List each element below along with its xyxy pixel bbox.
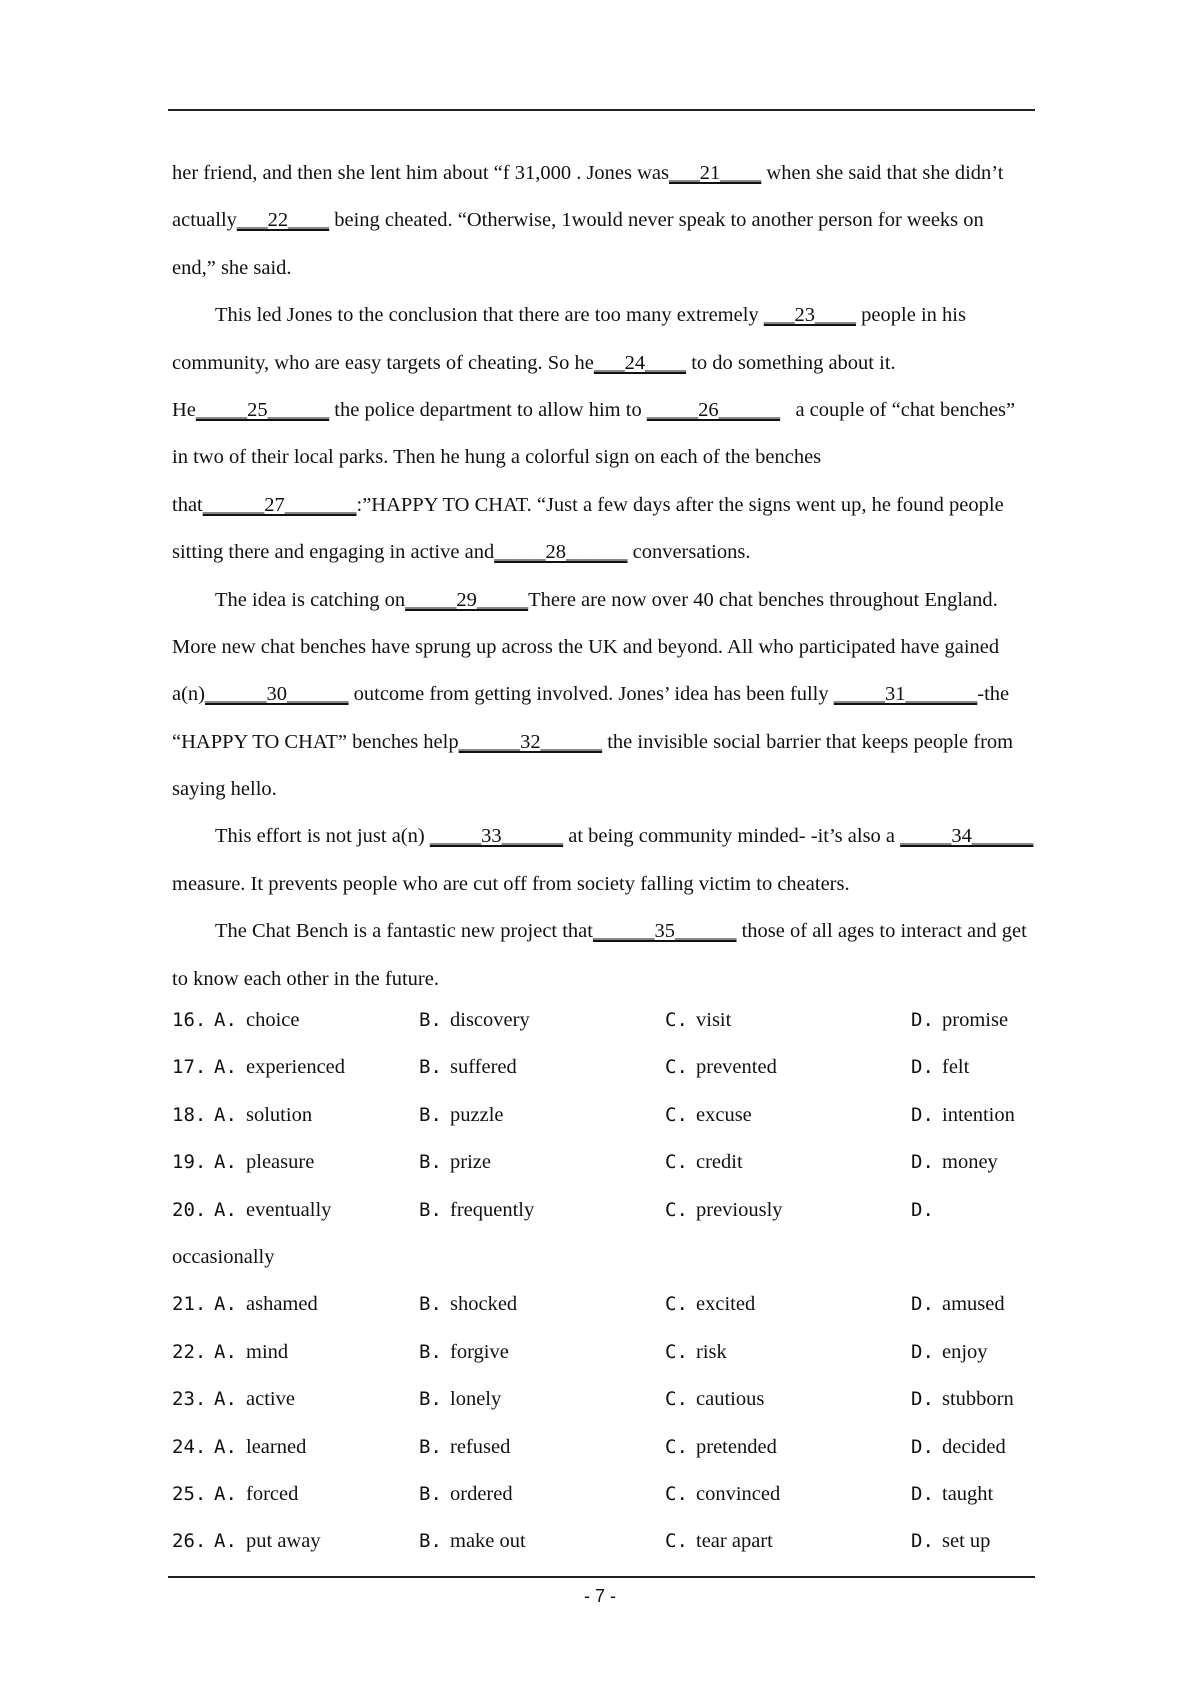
option-letter-b: B. bbox=[419, 1151, 442, 1174]
option-letter-a: A. bbox=[214, 1056, 237, 1079]
passage-line bbox=[172, 292, 1035, 339]
passage-text: that bbox=[172, 493, 203, 516]
passage-text: measure. It prevents people who are cut off from society falling victim to cheaters. bbox=[172, 872, 850, 895]
option-b: lonely bbox=[450, 1388, 502, 1411]
option-letter-a: A. bbox=[214, 1388, 237, 1411]
passage-text: There are now over 40 chat benches throughout England. bbox=[528, 588, 998, 611]
option-letter-c: C. bbox=[665, 1151, 688, 1174]
question-row bbox=[172, 1329, 1035, 1376]
option-letter-c: C. bbox=[665, 1340, 688, 1363]
passage-text: people in his bbox=[856, 304, 966, 327]
option-letter-d: D. bbox=[911, 1530, 934, 1553]
blank-31: _____31_______ bbox=[833, 683, 978, 706]
blank-26: _____26______ bbox=[646, 398, 781, 421]
passage-text: a(n) bbox=[172, 683, 206, 706]
option-d: decided bbox=[942, 1435, 1006, 1458]
option-letter-c: C. bbox=[665, 1293, 688, 1316]
option-c: convinced bbox=[696, 1482, 781, 1505]
option-letter-c: C. bbox=[665, 1482, 688, 1505]
option-letter-d: D. bbox=[911, 1435, 934, 1458]
question-row bbox=[172, 1376, 1035, 1423]
option-b: prize bbox=[450, 1151, 491, 1174]
option-b: discovery bbox=[450, 1009, 530, 1031]
option-letter-a: A. bbox=[214, 1198, 237, 1221]
option-a: solution bbox=[246, 1103, 313, 1126]
blank-25: _____25______ bbox=[195, 398, 330, 421]
option-letter-b: B. bbox=[419, 1388, 442, 1411]
passage-line bbox=[172, 434, 1035, 481]
option-a: ashamed bbox=[246, 1293, 318, 1316]
passage-line bbox=[172, 482, 1035, 529]
question-row bbox=[172, 1139, 1035, 1186]
option-c: previously bbox=[696, 1198, 783, 1221]
question-row bbox=[172, 1281, 1035, 1328]
option-c: prevented bbox=[696, 1056, 777, 1079]
option-d: enjoy bbox=[942, 1340, 988, 1363]
option-letter-d: D. bbox=[911, 1388, 934, 1411]
answer-options-list bbox=[172, 997, 1035, 1566]
option-a: choice bbox=[246, 1009, 300, 1031]
option-letter-b: B. bbox=[419, 1293, 442, 1316]
passage-text: sitting there and engaging in active and bbox=[172, 541, 495, 564]
option-letter-d: D. bbox=[911, 1482, 934, 1505]
option-a: pleasure bbox=[246, 1151, 315, 1174]
option-letter-c: C. bbox=[665, 1198, 688, 1221]
passage-text: end,” she said. bbox=[172, 256, 292, 279]
passage-line bbox=[172, 719, 1035, 766]
question-row bbox=[172, 1187, 1035, 1234]
passage-text: when she said that she didn’t bbox=[761, 162, 1004, 184]
passage-text: outcome from getting involved. Jones’ idea has been fully bbox=[348, 683, 834, 706]
option-c: pretended bbox=[696, 1435, 777, 1458]
passage-text: a couple of “chat benches” bbox=[780, 398, 1016, 421]
option-letter-c: C. bbox=[665, 1056, 688, 1079]
option-letter-b: B. bbox=[419, 1530, 442, 1553]
option-d-wrapped: occasionally bbox=[172, 1245, 275, 1268]
passage-line bbox=[172, 766, 1035, 813]
passage-text: The idea is catching on bbox=[215, 588, 406, 611]
passage-text: He bbox=[172, 398, 196, 421]
passage-line bbox=[172, 387, 1035, 434]
page-number: - 7 - bbox=[583, 1586, 616, 1606]
passage-text: saying hello. bbox=[172, 778, 277, 801]
passage-text: the invisible social barrier that keeps people from bbox=[602, 730, 1014, 753]
passage-text: The Chat Bench is a fantastic new project that bbox=[215, 920, 593, 943]
footer-rule bbox=[168, 1576, 1035, 1578]
blank-32: ______32______ bbox=[458, 730, 603, 753]
blank-35: ______35______ bbox=[592, 920, 737, 943]
passage-text: “HAPPY TO CHAT” benches help bbox=[172, 730, 459, 753]
option-b: ordered bbox=[450, 1482, 513, 1505]
blank-33: _____33______ bbox=[429, 825, 564, 848]
blank-22: ___22____ bbox=[236, 209, 330, 232]
option-c: excuse bbox=[696, 1103, 752, 1126]
option-a: learned bbox=[246, 1435, 307, 1458]
option-letter-c: C. bbox=[665, 1530, 688, 1553]
blank-30: ______30______ bbox=[205, 683, 349, 706]
passage-text: to know each other in the future. bbox=[172, 967, 439, 990]
option-c: visit bbox=[696, 1009, 732, 1031]
option-letter-c: C. bbox=[665, 1388, 688, 1411]
blank-28: _____28______ bbox=[494, 541, 628, 564]
question-number: 20. bbox=[172, 1198, 207, 1221]
option-letter-d: D. bbox=[911, 1103, 934, 1126]
passage-line bbox=[172, 624, 1035, 671]
option-letter-b: B. bbox=[419, 1340, 442, 1363]
question-row bbox=[172, 997, 1035, 1044]
option-c: tear apart bbox=[696, 1530, 773, 1553]
passage-line bbox=[172, 908, 1035, 955]
option-a: eventually bbox=[246, 1198, 332, 1221]
option-letter-d: D. bbox=[911, 1009, 934, 1031]
passage-line bbox=[172, 813, 1035, 860]
passage-line bbox=[172, 529, 1035, 576]
option-c: excited bbox=[696, 1293, 756, 1316]
blank-27: ______27_______ bbox=[202, 493, 357, 516]
header-rule bbox=[168, 109, 1035, 111]
passage-line bbox=[172, 671, 1035, 718]
option-d: amused bbox=[942, 1293, 1005, 1316]
option-d: taught bbox=[942, 1482, 994, 1505]
option-letter-a: A. bbox=[214, 1482, 237, 1505]
option-d: felt bbox=[942, 1056, 970, 1079]
option-d: intention bbox=[942, 1103, 1015, 1126]
passage-line bbox=[172, 956, 1035, 1003]
option-letter-d: D. bbox=[911, 1151, 934, 1174]
option-d: money bbox=[942, 1151, 998, 1174]
cloze-passage bbox=[172, 150, 1035, 1003]
passage-text: being cheated. “Otherwise, 1would never speak to another person for weeks on bbox=[329, 209, 984, 232]
question-number: 24. bbox=[172, 1435, 207, 1458]
passage-text: to do something about it. bbox=[686, 351, 896, 374]
option-letter-a: A. bbox=[214, 1103, 237, 1126]
passage-line bbox=[172, 150, 1035, 197]
blank-34: _____34______ bbox=[900, 825, 1034, 848]
option-letter-d: D. bbox=[911, 1293, 934, 1316]
option-a: active bbox=[246, 1388, 295, 1411]
option-letter-a: A. bbox=[214, 1293, 237, 1316]
option-letter-b: B. bbox=[419, 1103, 442, 1126]
option-a: put away bbox=[246, 1530, 321, 1553]
option-letter-d: D. bbox=[911, 1056, 934, 1079]
option-c: cautious bbox=[696, 1388, 765, 1411]
passage-line bbox=[172, 340, 1035, 387]
option-letter-a: A. bbox=[214, 1151, 237, 1174]
passage-text: conversations. bbox=[627, 541, 751, 564]
option-b: shocked bbox=[450, 1293, 518, 1316]
option-b: refused bbox=[450, 1435, 511, 1458]
option-letter-c: C. bbox=[665, 1103, 688, 1126]
question-row bbox=[172, 1518, 1035, 1565]
question-number: 22. bbox=[172, 1340, 207, 1363]
blank-23: ___23____ bbox=[763, 304, 857, 327]
passage-line bbox=[172, 861, 1035, 908]
passage-text: -the bbox=[977, 683, 1010, 706]
option-letter-d: D. bbox=[911, 1340, 934, 1363]
option-letter-c: C. bbox=[665, 1009, 688, 1031]
question-number: 18. bbox=[172, 1103, 207, 1126]
passage-text: community, who are easy targets of cheating. So he bbox=[172, 351, 594, 374]
question-number: 23. bbox=[172, 1388, 207, 1411]
option-letter-b: B. bbox=[419, 1435, 442, 1458]
question-number: 17. bbox=[172, 1056, 207, 1079]
option-letter-b: B. bbox=[419, 1198, 442, 1221]
question-row bbox=[172, 1424, 1035, 1471]
question-number: 25. bbox=[172, 1482, 207, 1505]
option-letter-a: A. bbox=[214, 1435, 237, 1458]
option-b: puzzle bbox=[450, 1103, 504, 1126]
passage-line bbox=[172, 197, 1035, 244]
passage-text: This led Jones to the conclusion that there are too many extremely bbox=[215, 304, 764, 327]
question-number: 26. bbox=[172, 1530, 207, 1553]
option-b: suffered bbox=[450, 1056, 517, 1079]
option-d: stubborn bbox=[942, 1388, 1014, 1411]
passage-text: those of all ages to interact and get bbox=[736, 920, 1027, 943]
question-number: 16. bbox=[172, 1009, 207, 1031]
option-d: promise bbox=[942, 1009, 1009, 1031]
passage-text: More new chat benches have sprung up across the UK and beyond. All who participated have gained bbox=[172, 635, 1000, 658]
passage-line bbox=[172, 245, 1035, 292]
option-b: make out bbox=[450, 1530, 526, 1553]
option-a: forced bbox=[246, 1482, 299, 1505]
option-letter-d: D. bbox=[911, 1198, 934, 1221]
question-number: 19. bbox=[172, 1151, 207, 1174]
option-letter-a: A. bbox=[214, 1530, 237, 1553]
passage-line bbox=[172, 577, 1035, 624]
passage-text: her friend, and then she lent him about “f 31,000 . Jones was bbox=[172, 162, 670, 184]
passage-text: in two of their local parks. Then he hung a colorful sign on each of the benches bbox=[172, 446, 822, 469]
option-letter-b: B. bbox=[419, 1482, 442, 1505]
option-c: risk bbox=[696, 1340, 727, 1363]
blank-24: ___24____ bbox=[593, 351, 687, 374]
option-letter-b: B. bbox=[419, 1009, 442, 1031]
passage-text: This effort is not just a(n) bbox=[215, 825, 430, 848]
option-a: experienced bbox=[246, 1056, 346, 1079]
option-b: frequently bbox=[450, 1198, 535, 1221]
option-letter-a: A. bbox=[214, 1009, 237, 1031]
option-c: credit bbox=[696, 1151, 743, 1174]
question-row bbox=[172, 1044, 1035, 1091]
passage-text: actually bbox=[172, 209, 237, 232]
option-letter-a: A. bbox=[214, 1340, 237, 1363]
option-letter-c: C. bbox=[665, 1435, 688, 1458]
option-d: set up bbox=[942, 1530, 991, 1553]
passage-text: :”HAPPY TO CHAT. “Just a few days after the signs went up, he found people bbox=[356, 493, 1004, 516]
option-b: forgive bbox=[450, 1340, 509, 1363]
question-row bbox=[172, 1471, 1035, 1518]
option-a: mind bbox=[246, 1340, 289, 1363]
passage-text: the police department to allow him to bbox=[329, 398, 647, 421]
option-letter-b: B. bbox=[419, 1056, 442, 1079]
question-row bbox=[172, 1092, 1035, 1139]
blank-29: _____29_____ bbox=[405, 588, 529, 611]
passage-text: at being community minded- -it’s also a bbox=[563, 825, 901, 848]
blank-21: ___21____ bbox=[669, 162, 762, 184]
question-number: 21. bbox=[172, 1293, 207, 1316]
